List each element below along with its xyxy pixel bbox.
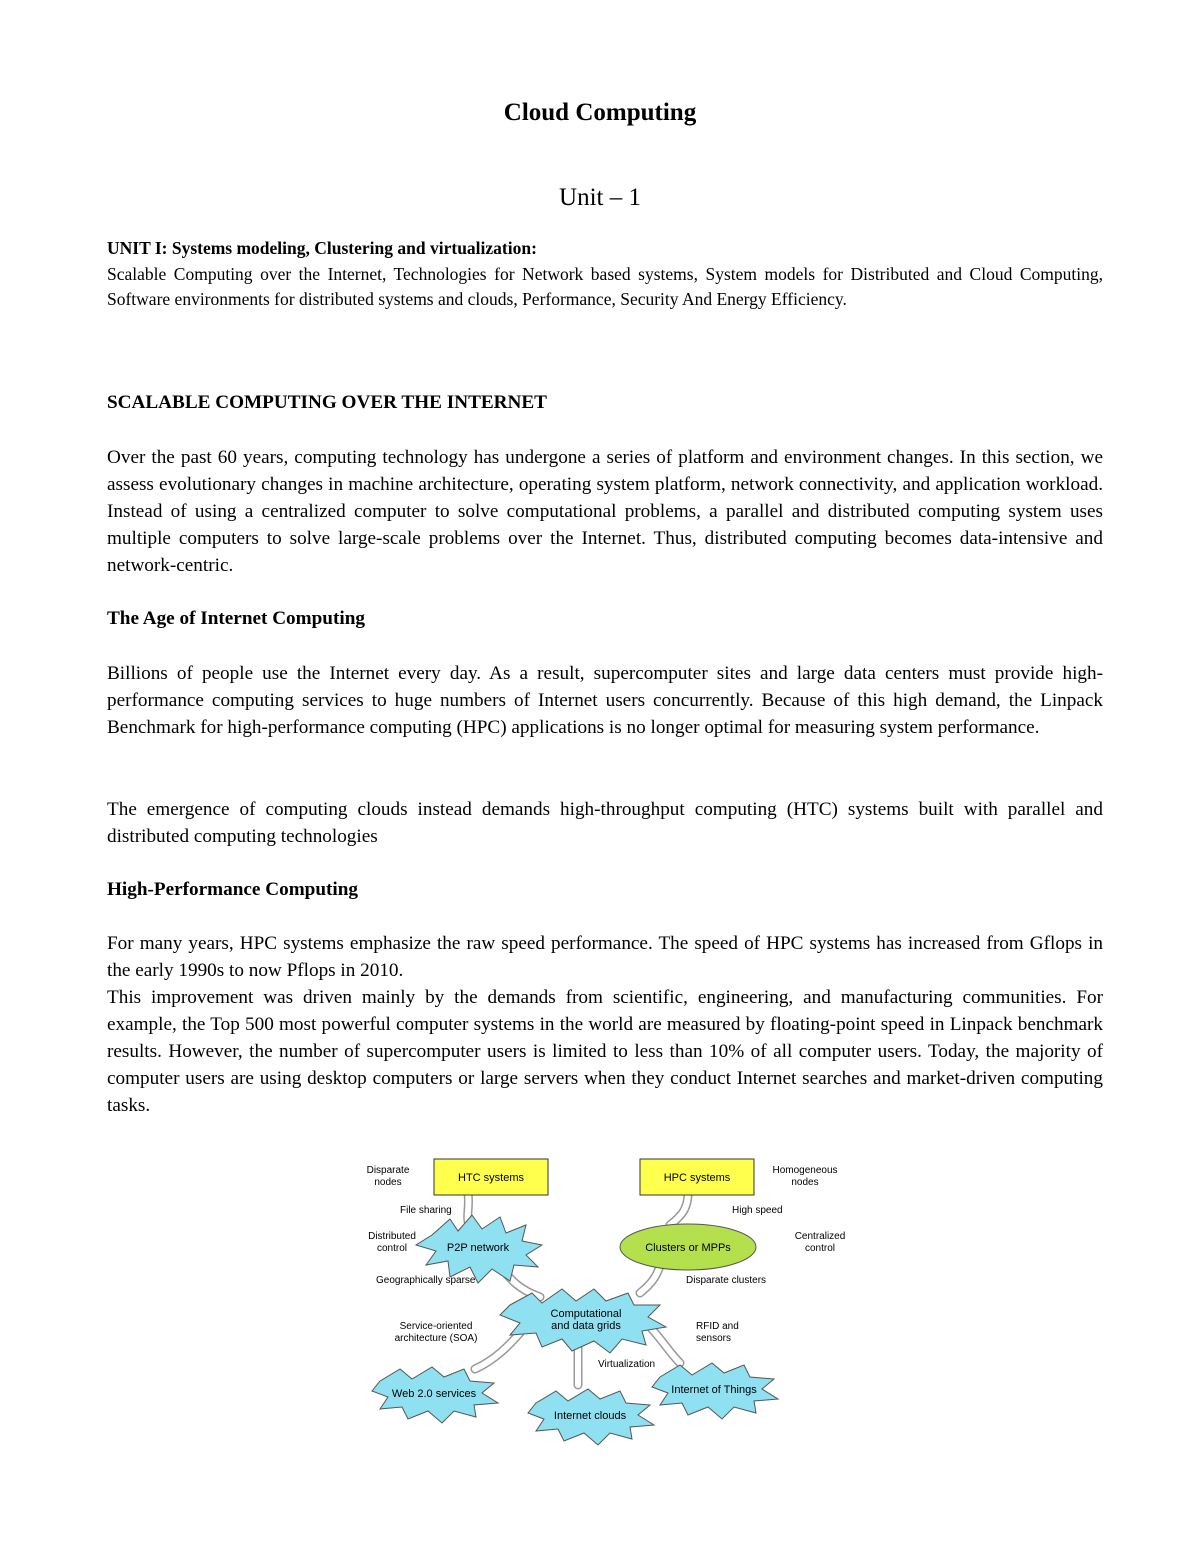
centralized-control-label-1: Centralized: [794, 1231, 846, 1242]
paragraph-scalable-1: Over the past 60 years, computing technology has undergone a series of platform and environment changes. In this section, we assess evolutionary changes in machine architecture, operating system platform, network connectivity, and application workload. Instead of using a centralized computer to solve computational problems, a parallel and distributed computing system uses multiple computers to solve large-scale problems over the Internet. Thus, distributed computing becomes data-intensive and network-centric.: [107, 447, 1103, 576]
document-title: Cloud Computing: [503, 99, 697, 126]
htc-systems-label: HTC systems: [458, 1172, 524, 1184]
geographically-sparse-label: Geographically sparse: [376, 1275, 476, 1286]
paragraph-age-1: Billions of people use the Internet every day. As a result, supercomputer sites and large data centers must provide high-performance computing services to huge numbers of Internet users concurrently. Because of this high demand, the Linpack Benchmark for high-performance computing (HPC) applications is no longer optimal for measuring system performance.: [107, 663, 1103, 738]
computing-evolution-diagram: [350, 1155, 860, 1455]
file-sharing-label: File sharing: [400, 1205, 452, 1216]
hpc-systems-label: HPC systems: [663, 1172, 731, 1184]
distributed-control-label-2: control: [376, 1243, 408, 1254]
disparate-clusters-label: Disparate clusters: [686, 1275, 767, 1286]
soa-label-1: Service-oriented: [399, 1321, 473, 1332]
disparate-nodes-label-1: Disparate: [366, 1165, 410, 1176]
paragraph-hpc-1: For many years, HPC systems emphasize the raw speed performance. The speed of HPC systems has increased from Gflops in the early 1990s to now Pflops in 2010.: [107, 933, 1103, 981]
grids-label-1: Computational: [550, 1308, 622, 1320]
paragraph-hpc-2: This improvement was driven mainly by the demands from scientific, engineering, and manufacturing communities. For example, the Top 500 most powerful computer systems in the world are measured by floating-point speed in Linpack benchmark results. However, the number of supercomputer users is limited to less than 10% of all computer users. Today, the majority of computer users are using desktop computers or large servers when they conduct Internet searches and market-driven computing tasks.: [107, 987, 1103, 1116]
virtualization-label: Virtualization: [598, 1359, 656, 1370]
internet-of-things-label: Internet of Things: [671, 1384, 757, 1396]
syllabus-heading: UNIT I: Systems modeling, Clustering and virtualization:: [107, 238, 537, 258]
soa-label-2: architecture (SOA): [394, 1333, 478, 1344]
section-heading-scalable: SCALABLE COMPUTING OVER THE INTERNET: [107, 392, 547, 413]
internet-clouds-label: Internet clouds: [553, 1410, 627, 1422]
unit-title: Unit – 1: [559, 184, 641, 211]
homogeneous-nodes-label-2: nodes: [791, 1177, 819, 1188]
rfid-label-2: sensors: [696, 1333, 732, 1344]
rfid-label-1: RFID and: [696, 1321, 739, 1332]
p2p-network-label: P2P network: [446, 1242, 510, 1254]
web20-services-label: Web 2.0 services: [391, 1388, 477, 1400]
homogeneous-nodes-label-1: Homogeneous: [772, 1165, 838, 1176]
syllabus-body: Scalable Computing over the Internet, Technologies for Network based systems, System models for Distributed and Cloud Computing, Software environments for distributed systems and clouds, Performance, Security And Energy Efficiency.: [107, 264, 1103, 309]
paragraph-age-2: The emergence of computing clouds instead demands high-throughput computing (HTC) systems built with parallel and distributed computing technologies: [107, 799, 1103, 847]
high-speed-label: High speed: [732, 1205, 783, 1216]
distributed-control-label-1: Distributed: [368, 1231, 416, 1242]
clusters-mpps-label: Clusters or MPPs: [645, 1242, 731, 1254]
centralized-control-label-2: control: [804, 1243, 836, 1254]
grids-label-2: and data grids: [551, 1320, 621, 1332]
section-heading-hpc: High-Performance Computing: [107, 879, 359, 900]
section-heading-age: The Age of Internet Computing: [107, 608, 365, 629]
disparate-nodes-label-2: nodes: [374, 1177, 402, 1188]
